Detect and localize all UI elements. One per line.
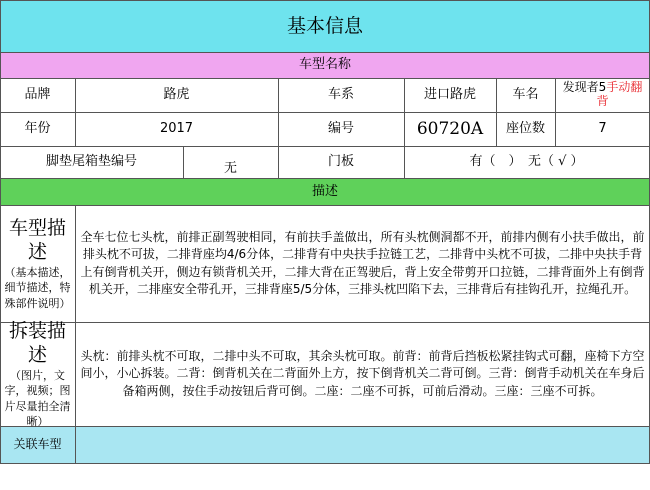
- door-value: 有（ ） 无（ √ ）: [469, 154, 584, 170]
- related-value[interactable]: [76, 426, 649, 463]
- brand-value: 路虎: [163, 87, 190, 103]
- related-label: 关联车型: [13, 437, 62, 452]
- series-label: 车系: [327, 87, 354, 103]
- page-title: 基本信息: [286, 14, 363, 37]
- model-value: [556, 78, 649, 112]
- mat-value: 无: [223, 161, 237, 177]
- year-label: 年份: [24, 121, 51, 137]
- model-name-header: 车型名称: [298, 57, 351, 73]
- model-value-red: 手动翻背: [596, 80, 643, 108]
- model-desc-title-block: [0, 205, 75, 322]
- model-desc-title: 车型描述: [8, 216, 66, 264]
- model-desc-note: （基本描述，细节描述，特殊部件说明）: [4, 266, 71, 310]
- door-label: 门板: [327, 154, 354, 170]
- code-value: 60720A: [416, 118, 484, 139]
- mat-label: 脚垫尾箱垫编号: [45, 154, 137, 170]
- series-value: 进口路虎: [423, 87, 476, 103]
- install-desc-content: 头枕：前排头枕不可取，二排中头不可取，其余头枕可取。前背：前背后挡板松紧挂钩式可翻，座椅下方空间小，小心拆装。二背：倒背机关在二背面外上方，按下倒背机关二背可倒。三背：倒背手动机关在车身后备箱两侧，按住手动按钮后背可倒。二座：二座不可拆，可前后滑动。三座：三座不可拆。: [80, 348, 645, 398]
- year-value: 2017: [159, 121, 194, 137]
- install-desc-note: （图片，文字，视频；图片尽量拍全清晰）: [4, 368, 71, 429]
- code-label: 编号: [327, 121, 354, 137]
- desc-header: 描述: [311, 183, 338, 199]
- brand-label: 品牌: [24, 87, 51, 103]
- model-desc-content: 全车七位七头枕，前排正副驾驶相同，有前扶手盖做出，所有头枕侧洞都不开，前排内侧有小扶手做出，前排头枕不可拔，二排背座均4/6分体，二排背有中央扶手拉链工艺，二排背中头枕不可拔，二排中央扶手背上有倒背机关开，侧边有锁背机关开，二排大背在正驾驶后，背上安全带剪开口拉链，二排背面外上有倒背机关开，二排座安全带孔开，三排背座5/5分体，三排头枕凹陷下去，三排背后有挂钩孔开，拉绳孔开。: [80, 229, 645, 296]
- seats-value: 7: [598, 121, 607, 137]
- seats-label: 座位数: [505, 121, 545, 137]
- model-value-main: 发现者5: [562, 80, 607, 95]
- install-desc-title-block: [0, 319, 75, 429]
- model-label: 车名: [512, 87, 539, 103]
- install-desc-title: 拆装描述: [8, 319, 66, 367]
